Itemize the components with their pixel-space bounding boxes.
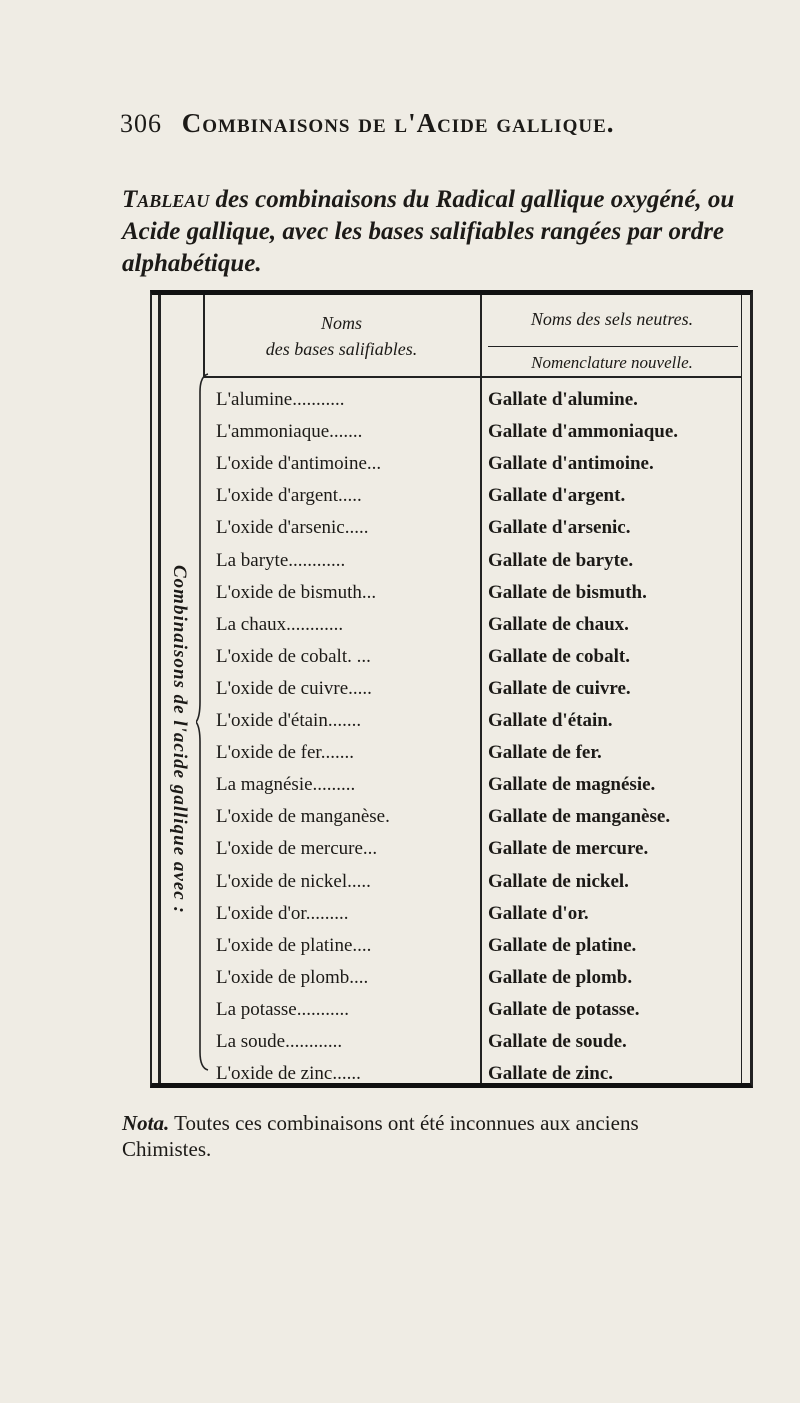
base-cell: L'oxide d'antimoine... <box>216 453 382 474</box>
col2-subheader-text: Nomenclature nouvelle. <box>531 353 693 372</box>
page-number: 306 <box>120 109 162 138</box>
salt-cell: Gallate de cobalt. <box>488 646 630 667</box>
salt-cell: Gallate d'étain. <box>488 710 613 731</box>
running-title: Combinaisons de l'Acide gallique. <box>181 108 615 138</box>
caption-lead: Tableau <box>122 186 210 213</box>
salt-cell: Gallate de platine. <box>488 935 637 956</box>
base-cell: L'oxide de zinc...... <box>216 1063 361 1084</box>
running-head <box>120 108 760 139</box>
base-cell: La chaux............ <box>216 614 344 635</box>
salt-cell: Gallate de soude. <box>488 1031 627 1052</box>
salt-cell: Gallate de zinc. <box>488 1063 614 1084</box>
base-cell: L'oxide de mercure... <box>216 838 378 859</box>
base-cell: La soude............ <box>216 1031 343 1052</box>
salt-cell: Gallate d'ammoniaque. <box>488 421 679 442</box>
salt-cell: Gallate d'arsenic. <box>488 517 631 538</box>
base-cell: La baryte............ <box>216 550 346 571</box>
right-inner-rule <box>741 295 742 1083</box>
header-rule <box>203 376 741 378</box>
base-cell: La potasse........... <box>216 999 349 1020</box>
col2-header <box>484 306 740 332</box>
salt-cell: Gallate d'alumine. <box>488 389 638 410</box>
salt-cell: Gallate de manganèse. <box>488 806 671 827</box>
base-cell: L'oxide d'argent..... <box>216 485 362 506</box>
column-divider-middle <box>480 295 482 1083</box>
salt-cell: Gallate de mercure. <box>488 838 649 859</box>
salt-cell: Gallate de baryte. <box>488 550 634 571</box>
caption-text: des combinaisons du Radical gallique oxygéné, ou Acide gallique, avec les bases salifiables rangées par ordre alphabétique. <box>122 186 735 277</box>
base-cell: L'oxide de cobalt. ... <box>216 646 371 667</box>
salt-cell: Gallate d'or. <box>488 903 589 924</box>
base-cell: L'oxide de nickel..... <box>216 871 371 892</box>
side-label <box>160 565 190 1045</box>
base-cell: L'ammoniaque....... <box>216 421 363 442</box>
salt-cell: Gallate d'argent. <box>488 485 626 506</box>
base-cell: L'oxide de plomb.... <box>216 967 369 988</box>
salt-cell: Gallate de plomb. <box>488 967 633 988</box>
brace <box>196 372 210 1072</box>
col2-header-title: Noms des sels neutres. <box>530 309 694 329</box>
base-cell: L'oxide de platine.... <box>216 935 372 956</box>
base-cell: L'oxide d'or......... <box>216 903 349 924</box>
base-cell: L'oxide de manganèse. <box>216 806 390 827</box>
table-caption <box>122 184 762 280</box>
salt-cell: Gallate de potasse. <box>488 999 640 1020</box>
subheader-rule <box>488 346 738 347</box>
salt-cell: Gallate de chaux. <box>488 614 629 635</box>
salt-cell: Gallate de cuivre. <box>488 678 631 699</box>
note-text: Toutes ces combinaisons ont été inconnues aux anciens Chimistes. <box>122 1111 639 1161</box>
base-cell: L'oxide d'étain....... <box>216 710 362 731</box>
base-cell: L'oxide de fer....... <box>216 742 354 763</box>
side-label-text: Combinaisons de l'acide gallique avec : <box>169 565 190 914</box>
base-cell: L'oxide de bismuth... <box>216 582 377 603</box>
note-label: Nota. <box>122 1111 170 1135</box>
note <box>122 1110 722 1162</box>
salt-cell: Gallate de bismuth. <box>488 582 647 603</box>
base-cell: L'oxide d'arsenic..... <box>216 517 369 538</box>
base-cell: L'alumine........... <box>216 389 345 410</box>
col2-subheader <box>484 350 740 376</box>
col1-header-line1: Noms <box>320 313 362 333</box>
salt-cell: Gallate d'antimoine. <box>488 453 654 474</box>
base-cell: La magnésie......... <box>216 774 356 795</box>
salt-cell: Gallate de fer. <box>488 742 602 763</box>
col1-header <box>205 310 478 362</box>
base-cell: L'oxide de cuivre..... <box>216 678 372 699</box>
salt-cell: Gallate de nickel. <box>488 871 629 892</box>
col1-header-line2: des bases salifiables. <box>265 339 418 359</box>
salt-cell: Gallate de magnésie. <box>488 774 656 795</box>
